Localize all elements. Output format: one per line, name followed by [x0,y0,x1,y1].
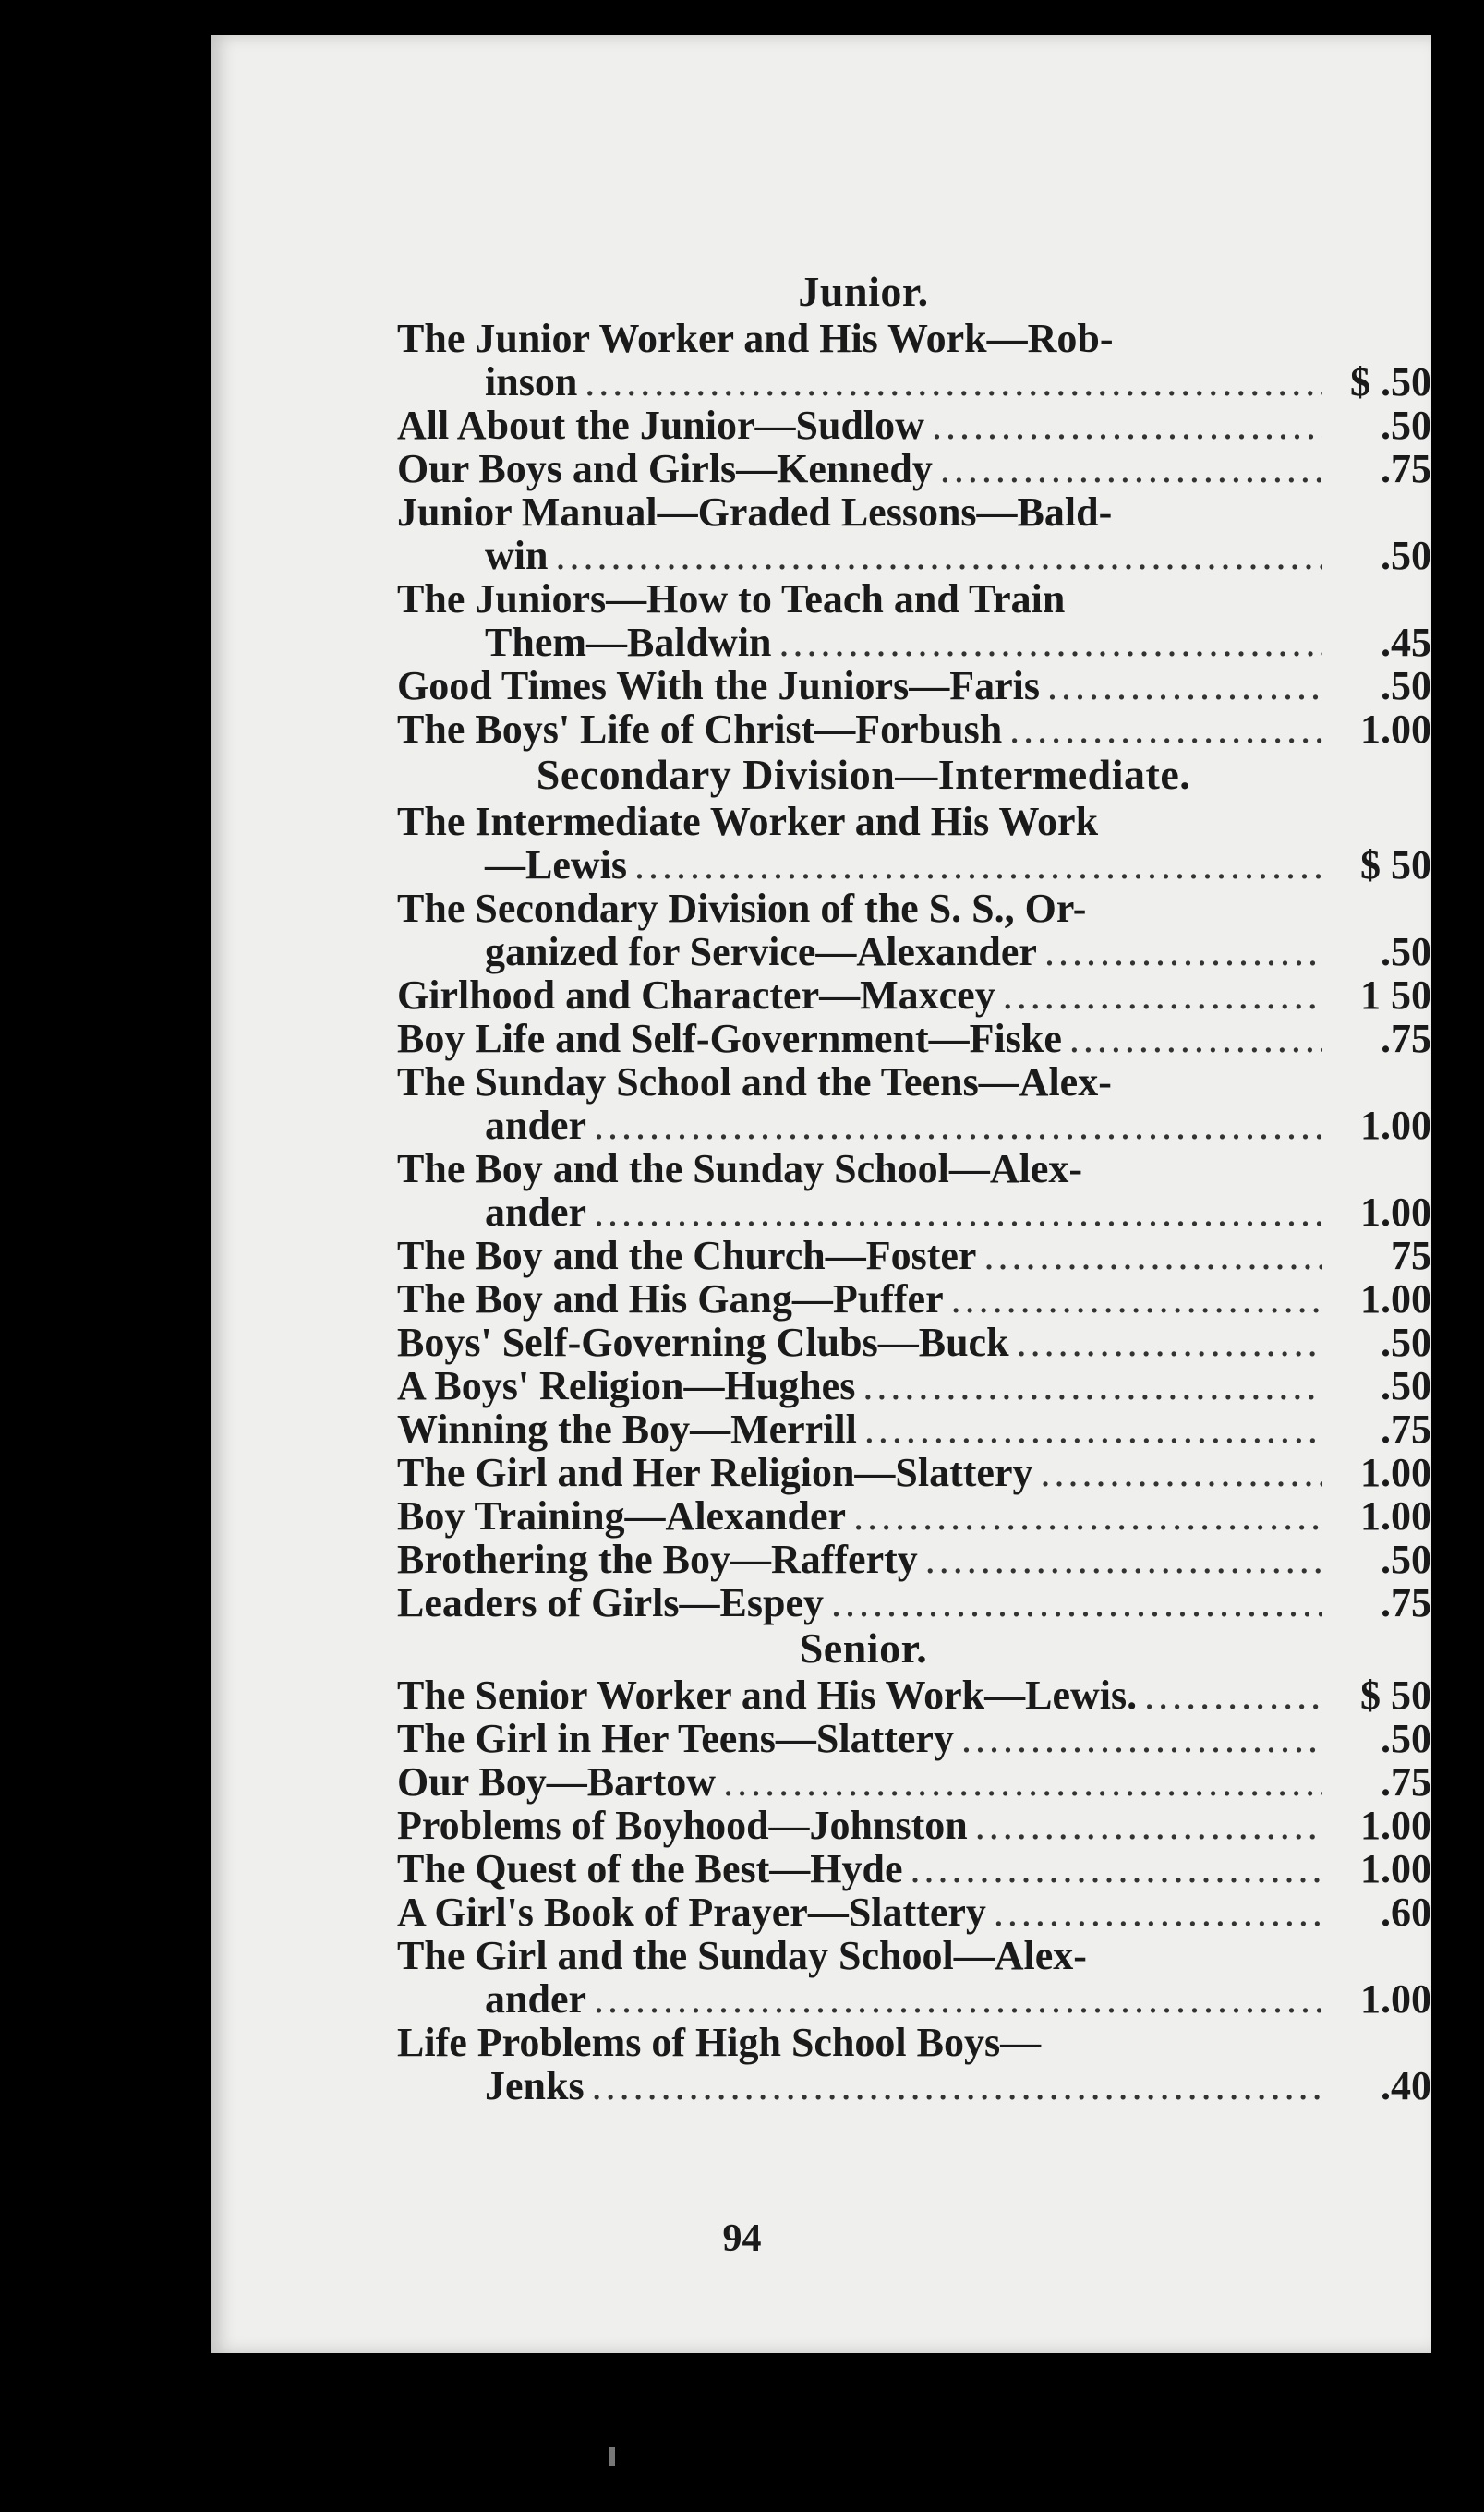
book-entry [397,800,1431,887]
book-title: Our Boy—Bartow [397,1759,717,1805]
book-entry [397,1407,1431,1451]
book-title: The Girl and Her Religion—Slattery [397,1450,1033,1495]
book-title: Junior Manual—Graded Lessons—Bald- [397,489,1113,535]
dot-leader [975,1804,1322,1847]
book-price: 1.00 [1360,1450,1431,1495]
entry-line [397,1847,1431,1890]
entry-line [397,1934,1431,1977]
book-title: The Boy and the Church—Foster [397,1233,977,1278]
book-price: .40 [1381,2063,1431,2108]
dot-leader [940,447,1322,490]
book-price: .50 [1381,1537,1431,1582]
entry-line [397,843,1431,887]
book-entry [397,1581,1431,1624]
entry-line [397,1494,1431,1538]
book-entry [397,1234,1431,1277]
book-title: Leaders of Girls—Espey [397,1580,824,1625]
book-entry [397,1060,1431,1147]
entry-line [397,447,1431,490]
book-title: The Senior Worker and His Work—Lewis. [397,1673,1138,1718]
book-title: Boy Training—Alexander [397,1493,847,1539]
book-price: .50 [1381,929,1431,974]
book-price: .75 [1381,446,1431,491]
book-entry [397,317,1431,404]
entry-line [397,1364,1431,1407]
entry-line [397,1017,1431,1060]
entry-line [397,1104,1431,1147]
book-entry [397,1673,1431,1717]
dot-leader [585,360,1322,404]
book-entry [397,664,1431,707]
book-title: The Secondary Division of the S. S., Or- [397,886,1087,931]
entry-line [397,621,1431,664]
entry-line [397,1581,1431,1624]
book-title: The Juniors—How to Teach and Train [397,576,1066,622]
book-entry [397,1451,1431,1494]
book-title: Boy Life and Self-Government—Fiske [397,1016,1062,1061]
entry-line [397,1804,1431,1847]
book-price: 1 50 [1360,972,1431,1018]
dot-leader [911,1847,1322,1890]
book-entry [397,1934,1431,2021]
section-heading: Junior. [798,268,929,315]
book-price: .60 [1381,1890,1431,1935]
book-price: 1.00 [1360,1803,1431,1848]
book-entry [397,1717,1431,1760]
book-title: The Junior Worker and His Work—Rob- [397,316,1114,361]
dot-leader [592,2064,1322,2107]
entry-line [397,404,1431,447]
book-title: Life Problems of High School Boys— [397,2020,1042,2065]
page-number: 94 [722,2217,762,2260]
entry-line [397,1977,1431,2021]
book-price: .50 [1381,403,1431,448]
book-price: .50 [1381,1363,1431,1408]
entry-line [397,973,1431,1017]
book-title: The Boys' Life of Christ—Forbush [397,706,1003,752]
book-entry [397,1760,1431,1804]
book-price: .75 [1381,1580,1431,1625]
book-title: All About the Junior—Sudlow [397,403,924,448]
book-title: Brothering the Boy—Rafferty [397,1537,918,1582]
dot-leader [555,534,1322,577]
entry-line [397,490,1431,534]
book-title-continuation: inson [485,359,578,405]
dot-leader [1009,707,1322,751]
dot-leader [932,404,1322,447]
book-price: .50 [1381,1320,1431,1365]
book-entry [397,1847,1431,1890]
entry-line [397,534,1431,577]
book-title: The Boy and the Sunday School—Alex- [397,1146,1083,1191]
dot-leader [853,1494,1322,1538]
dot-leader [983,1234,1322,1277]
book-price: .50 [1381,663,1431,708]
entry-line [397,1451,1431,1494]
book-price: 1.00 [1360,1976,1431,2022]
book-entry [397,1890,1431,1934]
book-price: $ 50 [1360,1673,1431,1718]
book-title: The Boy and His Gang—Puffer [397,1276,944,1322]
dot-leader [1069,1017,1322,1060]
dot-leader [961,1717,1322,1760]
dot-leader [1144,1673,1322,1717]
entry-line [397,1760,1431,1804]
dot-leader [594,1190,1322,1234]
entry-line [397,1407,1431,1451]
dot-leader [864,1407,1322,1451]
book-title: Good Times With the Juniors—Faris [397,663,1040,708]
section-heading: Senior. [799,1624,928,1672]
book-entry [397,1494,1431,1538]
book-entry [397,1277,1431,1321]
dot-leader [1047,664,1322,707]
book-price: 1.00 [1360,1846,1431,1891]
book-price: .50 [1381,1716,1431,1761]
book-title-continuation: win [485,533,549,578]
book-price: .75 [1381,1407,1431,1452]
entry-line [397,1890,1431,1934]
entry-line [397,2021,1431,2064]
book-title: The Intermediate Worker and His Work [397,799,1099,844]
book-entry [397,404,1431,447]
book-title-continuation: —Lewis [485,842,627,888]
dot-leader [951,1277,1322,1321]
book-title-continuation: Them—Baldwin [485,620,772,665]
book-price: $ .50 [1350,359,1431,405]
book-entry [397,1321,1431,1364]
price-list [397,268,1431,2107]
entry-line [397,360,1431,404]
entry-line [397,577,1431,621]
book-price: 1.00 [1360,1190,1431,1235]
dot-leader [1044,930,1322,973]
book-price: .50 [1381,533,1431,578]
book-title-continuation: ander [485,1976,586,2022]
book-title: Our Boys and Girls—Kennedy [397,446,933,491]
entry-line [397,664,1431,707]
entry-line [397,800,1431,843]
entry-line [397,887,1431,930]
book-entry [397,2021,1431,2107]
book-title-continuation: ander [485,1103,586,1148]
book-title-continuation: Jenks [485,2063,585,2108]
book-entry [397,707,1431,751]
dot-leader [594,1104,1322,1147]
dot-leader [779,621,1322,664]
book-price: 1.00 [1360,1103,1431,1148]
book-entry [397,973,1431,1017]
dot-leader [1017,1321,1322,1364]
book-title: The Girl and the Sunday School—Alex- [397,1933,1087,1978]
book-entry [397,887,1431,973]
book-title: Girlhood and Character—Maxcey [397,972,995,1018]
book-title: Boys' Self-Governing Clubs—Buck [397,1320,1009,1365]
book-title: Problems of Boyhood—Johnston [397,1803,968,1848]
entry-line [397,1147,1431,1190]
entry-line [397,707,1431,751]
book-entry [397,490,1431,577]
entry-line [397,1538,1431,1581]
dot-leader [994,1890,1322,1934]
book-title-continuation: ander [485,1190,586,1235]
dot-leader [1003,973,1322,1017]
book-entry [397,1538,1431,1581]
entry-line [397,1673,1431,1717]
entry-line [397,1277,1431,1321]
book-price: 1.00 [1360,1493,1431,1539]
entry-line [397,1190,1431,1234]
entry-line [397,1321,1431,1364]
book-title: The Girl in Her Teens—Slattery [397,1716,954,1761]
book-price: .75 [1381,1759,1431,1805]
dot-leader [925,1538,1322,1581]
section-heading: Secondary Division—Intermediate. [536,751,1191,798]
book-price: 1.00 [1360,706,1431,752]
book-title: A Boys' Religion—Hughes [397,1363,856,1408]
book-title: The Quest of the Best—Hyde [397,1846,903,1891]
entry-line [397,2064,1431,2107]
book-entry [397,1804,1431,1847]
book-price: .75 [1381,1016,1431,1061]
book-entry [397,577,1431,664]
entry-line [397,930,1431,973]
entry-line [397,1060,1431,1104]
book-title: Winning the Boy—Merrill [397,1407,857,1452]
scan-mark [609,2447,615,2466]
dot-leader [1041,1451,1323,1494]
entry-line [397,1234,1431,1277]
dot-leader [831,1581,1322,1624]
book-price: 1.00 [1360,1276,1431,1322]
entry-line [397,1717,1431,1760]
book-price: .45 [1381,620,1431,665]
dot-leader [723,1760,1322,1804]
dot-leader [863,1364,1322,1407]
book-title-continuation: ganized for Service—Alexander [485,929,1037,974]
dot-leader [634,843,1322,887]
book-price: $ 50 [1360,842,1431,888]
entry-line [397,317,1431,360]
book-price: 75 [1391,1233,1431,1278]
book-entry [397,1147,1431,1234]
book-entry [397,447,1431,490]
book-title: A Girl's Book of Prayer—Slattery [397,1890,986,1935]
book-entry [397,1364,1431,1407]
dot-leader [594,1977,1322,2021]
book-entry [397,1017,1431,1060]
book-title: The Sunday School and the Teens—Alex- [397,1059,1112,1105]
